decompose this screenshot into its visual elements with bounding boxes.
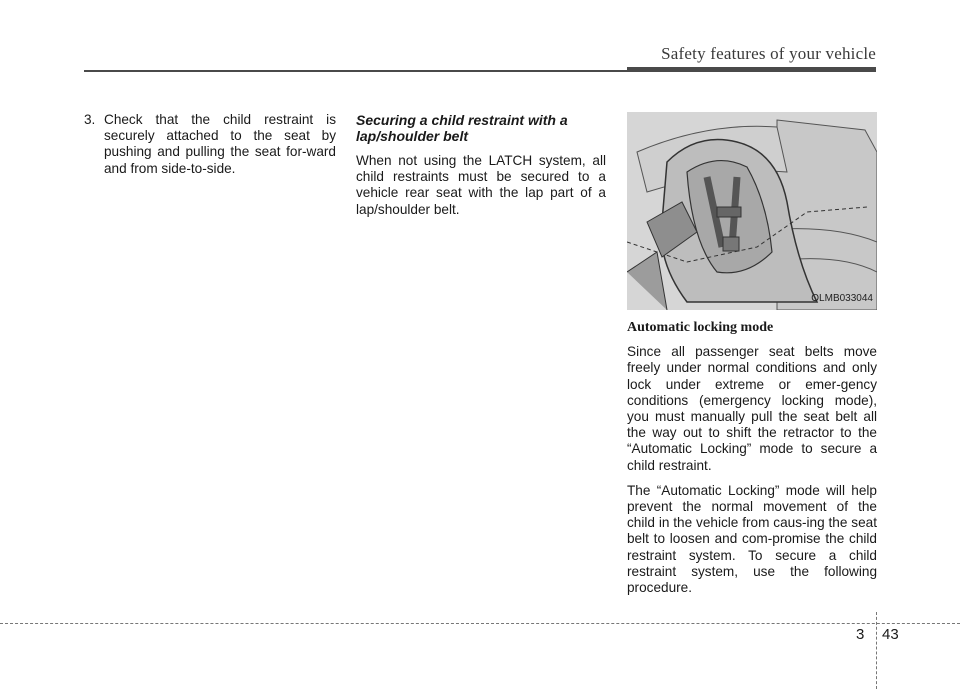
section-header-title: Safety features of your vehicle — [661, 44, 876, 63]
step-number: 3. — [84, 112, 96, 127]
column-2 — [356, 112, 606, 227]
column-3 — [627, 112, 877, 605]
paragraph-2: The “Automatic Locking” mode will help prevent the normal movement of the child in the vehicle from caus-ing the seat belt to loosen and com-promise the child restraint system. To secure a child restraint system, use the following procedure. — [627, 482, 877, 596]
chapter-number: 3 — [856, 626, 865, 643]
page-number: 43 — [882, 626, 899, 643]
step-text: Check that the child restraint is securely attached to the seat by pushing and pulling the seat for-ward and from side-to-side. — [104, 112, 336, 176]
footer-divider — [876, 612, 877, 689]
figure-code: OLMB033044 — [811, 292, 873, 304]
footer-rule — [0, 623, 960, 624]
paragraph-1: Since all passenger seat belts move freely under normal conditions and only lock under extreme or emer-gency conditions (emergency locking mode), you must manually pull the seat belt all the way out to shift the retractor to the “Automatic Locking” mode to secure a child restraint. — [627, 344, 877, 473]
header-rule-accent — [627, 67, 876, 72]
step-3 — [84, 112, 336, 177]
section-paragraph: When not using the LATCH system, all child restraints must be secured to a vehicle rear seat with the lap part of a lap/shoulder belt. — [356, 153, 606, 217]
child-seat-illustration — [627, 112, 877, 310]
subheading-automatic-locking: Automatic locking mode — [627, 320, 774, 335]
section-heading: Securing a child restraint with a lap/shoulder belt — [356, 112, 568, 144]
child-seat-drawing — [627, 112, 877, 310]
column-1 — [84, 112, 336, 177]
